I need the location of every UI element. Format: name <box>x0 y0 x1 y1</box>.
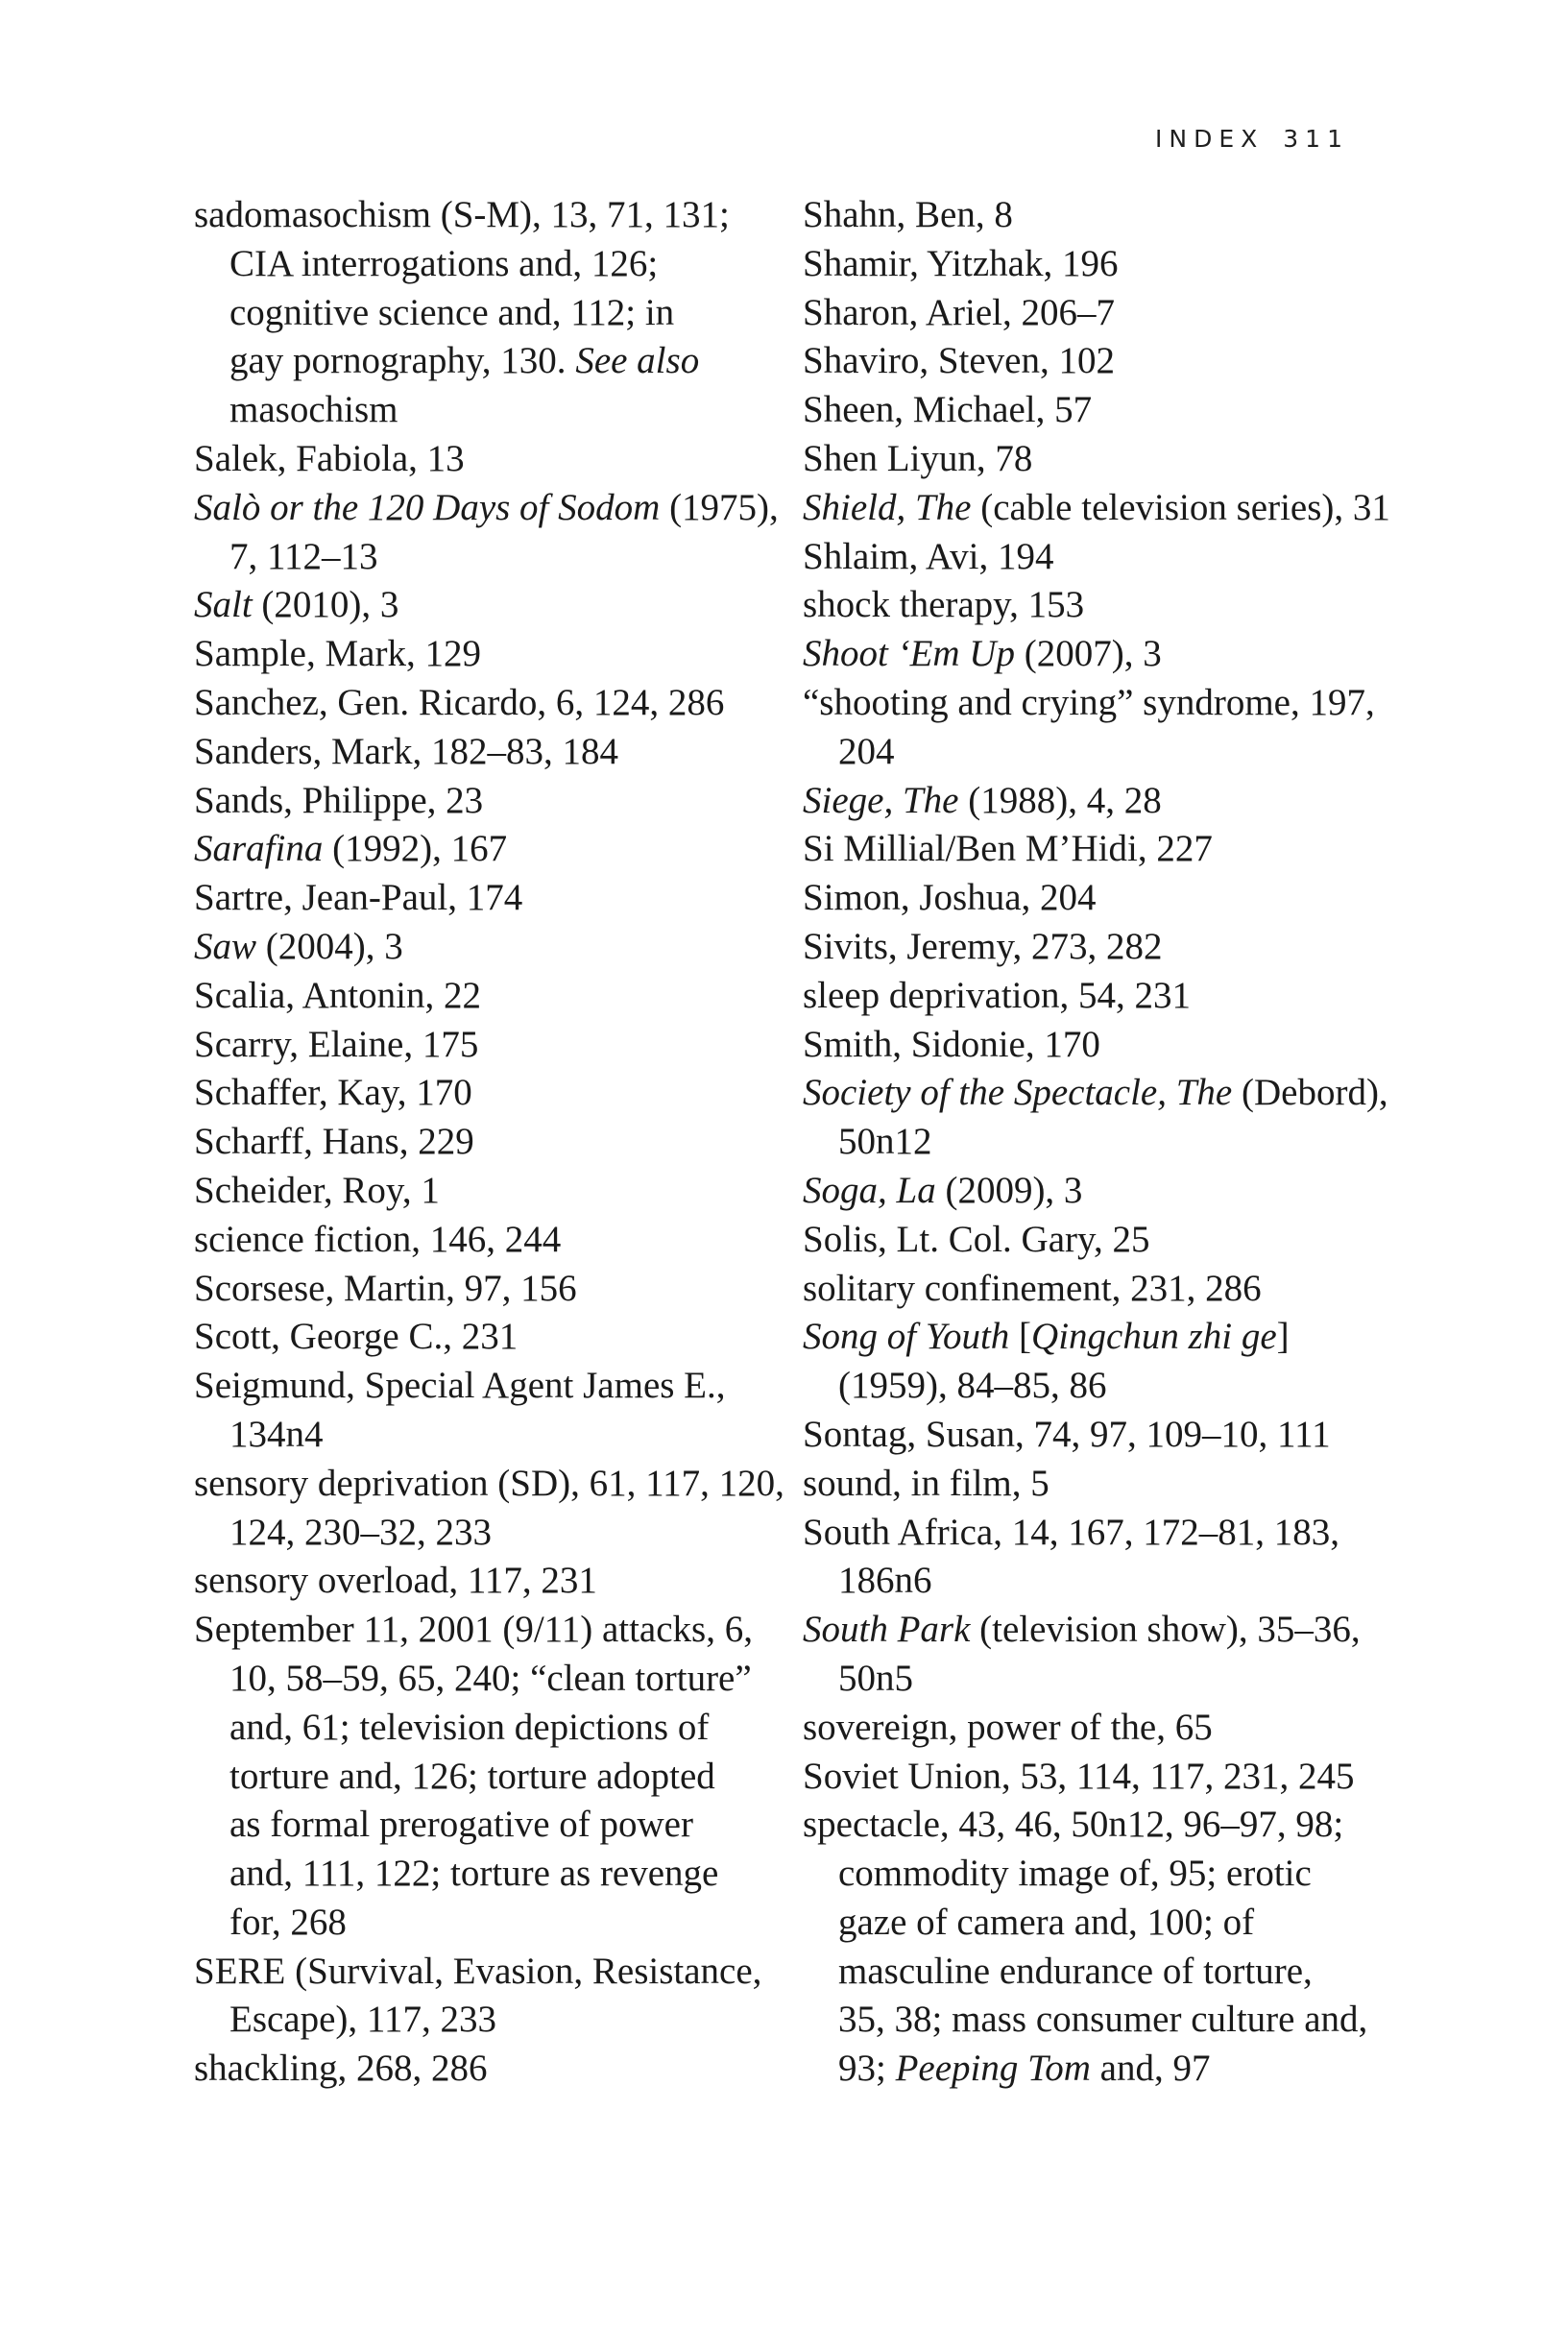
index-text-run: SERE (Survival, Evasion, Resistance, <box>194 1950 762 1992</box>
index-title-run: See also <box>575 340 700 382</box>
index-title-run: Salt <box>194 584 253 626</box>
index-line <box>194 1411 808 1460</box>
index-text-run: gay pornography, 130. <box>229 340 576 382</box>
index-text-run: (1988), 4, 28 <box>958 779 1162 821</box>
index-line <box>803 435 1417 484</box>
index-line <box>803 1118 1417 1167</box>
index-text-run: CIA interrogations and, 126; <box>229 242 659 284</box>
index-title-run: South Park <box>803 1609 971 1651</box>
index-text-run: Solis, Lt. Col. Gary, 25 <box>803 1218 1150 1260</box>
index-line <box>803 191 1417 240</box>
index-line <box>803 874 1417 923</box>
index-text-run: Salek, Fabiola, 13 <box>194 437 465 479</box>
index-line <box>803 1362 1417 1411</box>
index-text-run: sadomasochism (S-M), 13, 71, 131; <box>194 194 730 235</box>
index-text-run: Smith, Sidonie, 170 <box>803 1023 1100 1065</box>
index-line <box>803 728 1417 777</box>
index-line <box>194 728 808 777</box>
index-line <box>194 1362 808 1411</box>
running-head <box>1155 125 1349 153</box>
index-text-run: Shahn, Ben, 8 <box>803 194 1013 235</box>
index-line <box>194 1216 808 1265</box>
index-text-run: Sands, Philippe, 23 <box>194 779 484 821</box>
index-line <box>194 1265 808 1314</box>
index-line <box>194 1460 808 1509</box>
index-line <box>803 630 1417 679</box>
index-text-run: South Africa, 14, 167, 172–81, 183, <box>803 1511 1339 1553</box>
index-line <box>194 191 808 240</box>
index-text-run: 10, 58–59, 65, 240; “clean torture” <box>229 1657 752 1699</box>
index-text-run: Shlaim, Avi, 194 <box>803 535 1054 577</box>
index-text-run: 50n12 <box>838 1121 932 1163</box>
index-line <box>194 1021 808 1070</box>
index-line <box>194 386 808 435</box>
index-line <box>803 1753 1417 1802</box>
index-line <box>803 1996 1417 2045</box>
index-line <box>194 533 808 582</box>
index-line <box>803 1850 1417 1899</box>
index-title-run: Society of the Spectacle, The <box>803 1072 1233 1114</box>
index-text-run: Si Millial/Ben M’Hidi, 227 <box>803 828 1213 870</box>
index-text-run: 204 <box>838 730 895 772</box>
index-text-run: (television show), 35–36, <box>970 1609 1361 1651</box>
index-line <box>803 1801 1417 1850</box>
index-title-run: Qingchun zhi ge <box>1031 1316 1277 1358</box>
index-line <box>194 2045 808 2094</box>
index-text-run: “shooting and crying” syndrome, 197, <box>803 681 1375 723</box>
index-line <box>803 1704 1417 1753</box>
index-text-run: 124, 230–32, 233 <box>229 1511 492 1553</box>
index-text-run: masculine endurance of torture, <box>838 1950 1313 1992</box>
index-text-run: (cable television series), 31 <box>971 486 1390 528</box>
index-text-run: Escape), 117, 233 <box>229 1999 496 2041</box>
index-line <box>803 923 1417 972</box>
index-title-run: Salò or the 120 Days of Sodom <box>194 486 661 528</box>
index-text-run: cognitive science and, 112; in <box>229 291 675 333</box>
index-line <box>803 1948 1417 1997</box>
index-text-run: (2004), 3 <box>256 925 403 967</box>
index-line <box>803 581 1417 630</box>
index-line <box>803 289 1417 338</box>
index-text-run: 134n4 <box>229 1413 324 1455</box>
index-line <box>803 1655 1417 1704</box>
index-text-run: (2010), 3 <box>252 584 399 626</box>
index-text-run: Sanchez, Gen. Ricardo, 6, 124, 286 <box>194 681 725 723</box>
index-line <box>194 1850 808 1899</box>
index-text-run: masochism <box>229 389 398 431</box>
index-column-right <box>803 191 1417 2094</box>
index-line <box>194 1509 808 1558</box>
index-text-run: 50n5 <box>838 1657 913 1699</box>
index-line <box>803 1509 1417 1558</box>
index-line <box>194 1557 808 1606</box>
index-text-run: (Debord), <box>1232 1072 1388 1114</box>
index-line <box>194 1704 808 1753</box>
index-text-run: (1975), <box>660 486 779 528</box>
index-text-run: 186n6 <box>838 1560 932 1602</box>
index-text-run: Scheider, Roy, 1 <box>194 1169 440 1211</box>
index-text-run: torture and, 126; torture adopted <box>229 1755 715 1797</box>
index-text-run: sensory deprivation (SD), 61, 117, 120, <box>194 1462 784 1504</box>
index-text-run: commodity image of, 95; erotic <box>838 1853 1312 1895</box>
index-line <box>803 825 1417 874</box>
index-text-run: [ <box>1009 1316 1032 1358</box>
index-line <box>194 1801 808 1850</box>
index-text-run: 7, 112–13 <box>229 535 378 577</box>
index-line <box>803 1606 1417 1655</box>
running-head-title: INDEX <box>1155 125 1265 153</box>
index-line <box>194 581 808 630</box>
index-text-run: science fiction, 146, 244 <box>194 1218 562 1260</box>
index-text-run: Sheen, Michael, 57 <box>803 389 1093 431</box>
index-text-run: gaze of camera and, 100; of <box>838 1901 1255 1943</box>
index-line <box>803 777 1417 826</box>
index-text-run: (1959), 84–85, 86 <box>838 1365 1107 1407</box>
index-title-run: Shield, The <box>803 486 972 528</box>
index-text-run: shackling, 268, 286 <box>194 2048 488 2090</box>
index-text-run: sleep deprivation, 54, 231 <box>803 974 1191 1016</box>
index-text-run: for, 268 <box>229 1901 347 1943</box>
index-text-run: Shaviro, Steven, 102 <box>803 340 1115 382</box>
index-column-left <box>194 191 808 2094</box>
index-text-run: spectacle, 43, 46, 50n12, 96–97, 98; <box>803 1804 1344 1846</box>
index-line <box>803 484 1417 533</box>
index-line <box>803 1265 1417 1314</box>
index-text-run: September 11, 2001 (9/11) attacks, 6, <box>194 1609 753 1651</box>
index-text-run: Shen Liyun, 78 <box>803 437 1033 479</box>
index-line <box>194 630 808 679</box>
index-line <box>803 1021 1417 1070</box>
index-title-run: Saw <box>194 925 257 967</box>
index-line <box>194 1996 808 2045</box>
index-line <box>194 923 808 972</box>
index-line <box>803 2045 1417 2094</box>
index-text-run: Shamir, Yitzhak, 196 <box>803 242 1119 284</box>
index-line <box>803 1216 1417 1265</box>
index-line <box>803 1167 1417 1216</box>
index-text-run: and, 111, 122; torture as revenge <box>229 1853 719 1895</box>
index-text-run: solitary confinement, 231, 286 <box>803 1267 1262 1309</box>
index-line <box>194 825 808 874</box>
index-title-run: Song of Youth <box>803 1316 1010 1358</box>
index-text-run: and, 97 <box>1090 2048 1211 2090</box>
index-text-run: Scalia, Antonin, 22 <box>194 974 481 1016</box>
index-text-run: Sample, Mark, 129 <box>194 633 481 675</box>
index-text-run: as formal prerogative of power <box>229 1804 693 1846</box>
index-line <box>194 1753 808 1802</box>
index-title-run: Peeping Tom <box>895 2048 1091 2090</box>
index-text-run: sovereign, power of the, 65 <box>803 1706 1213 1748</box>
index-text-run: Scharff, Hans, 229 <box>194 1121 474 1163</box>
index-text-run: (2009), 3 <box>935 1169 1083 1211</box>
index-line <box>803 1460 1417 1509</box>
index-text-run: sensory overload, 117, 231 <box>194 1560 597 1602</box>
index-line <box>194 1118 808 1167</box>
index-line <box>194 1313 808 1362</box>
index-text-run: Soviet Union, 53, 114, 117, 231, 245 <box>803 1755 1355 1797</box>
index-line <box>194 1655 808 1704</box>
index-line <box>194 240 808 289</box>
index-title-run: Siege, The <box>803 779 959 821</box>
index-text-run: (1992), 167 <box>323 828 508 870</box>
index-text-run: Scorsese, Martin, 97, 156 <box>194 1267 577 1309</box>
index-text-run: Sivits, Jeremy, 273, 282 <box>803 925 1163 967</box>
index-text-run: shock therapy, 153 <box>803 584 1085 626</box>
index-line <box>194 1899 808 1948</box>
index-text-run: Sontag, Susan, 74, 97, 109–10, 111 <box>803 1413 1331 1455</box>
index-line <box>803 1557 1417 1606</box>
index-line <box>803 1313 1417 1362</box>
index-line <box>803 533 1417 582</box>
index-line <box>194 972 808 1021</box>
index-line <box>194 777 808 826</box>
index-text-run: Simon, Joshua, 204 <box>803 877 1097 919</box>
index-text-run: Sanders, Mark, 182–83, 184 <box>194 730 618 772</box>
index-line <box>194 1069 808 1118</box>
index-line <box>194 289 808 338</box>
index-line <box>803 679 1417 728</box>
index-line <box>803 1411 1417 1460</box>
index-line <box>803 240 1417 289</box>
index-text-run: 93; <box>838 2048 896 2090</box>
index-line <box>803 1899 1417 1948</box>
index-text-run: 35, 38; mass consumer culture and, <box>838 1999 1368 2041</box>
index-line <box>194 1167 808 1216</box>
index-title-run: Shoot ‘Em Up <box>803 633 1015 675</box>
index-line <box>803 386 1417 435</box>
index-line <box>194 1606 808 1655</box>
index-text-run: Scott, George C., 231 <box>194 1316 519 1358</box>
index-text-run: Schaffer, Kay, 170 <box>194 1072 472 1114</box>
index-line <box>803 337 1417 386</box>
index-line <box>194 874 808 923</box>
index-text-run: Sharon, Ariel, 206–7 <box>803 291 1115 333</box>
index-title-run: Soga, La <box>803 1169 936 1211</box>
index-line <box>194 679 808 728</box>
index-line <box>194 484 808 533</box>
page-number: 311 <box>1283 125 1349 153</box>
index-title-run: Sarafina <box>194 828 324 870</box>
index-line <box>194 1948 808 1997</box>
index-text-run: Scarry, Elaine, 175 <box>194 1023 479 1065</box>
index-line <box>803 972 1417 1021</box>
index-line <box>194 435 808 484</box>
index-line <box>803 1069 1417 1118</box>
index-line <box>194 337 808 386</box>
index-text-run: (2007), 3 <box>1014 633 1162 675</box>
index-text-run: Seigmund, Special Agent James E., <box>194 1365 726 1407</box>
index-text-run: and, 61; television depictions of <box>229 1706 710 1748</box>
index-text-run: Sartre, Jean-Paul, 174 <box>194 877 523 919</box>
index-text-run: ] <box>1276 1316 1290 1358</box>
index-text-run: sound, in film, 5 <box>803 1462 1049 1504</box>
